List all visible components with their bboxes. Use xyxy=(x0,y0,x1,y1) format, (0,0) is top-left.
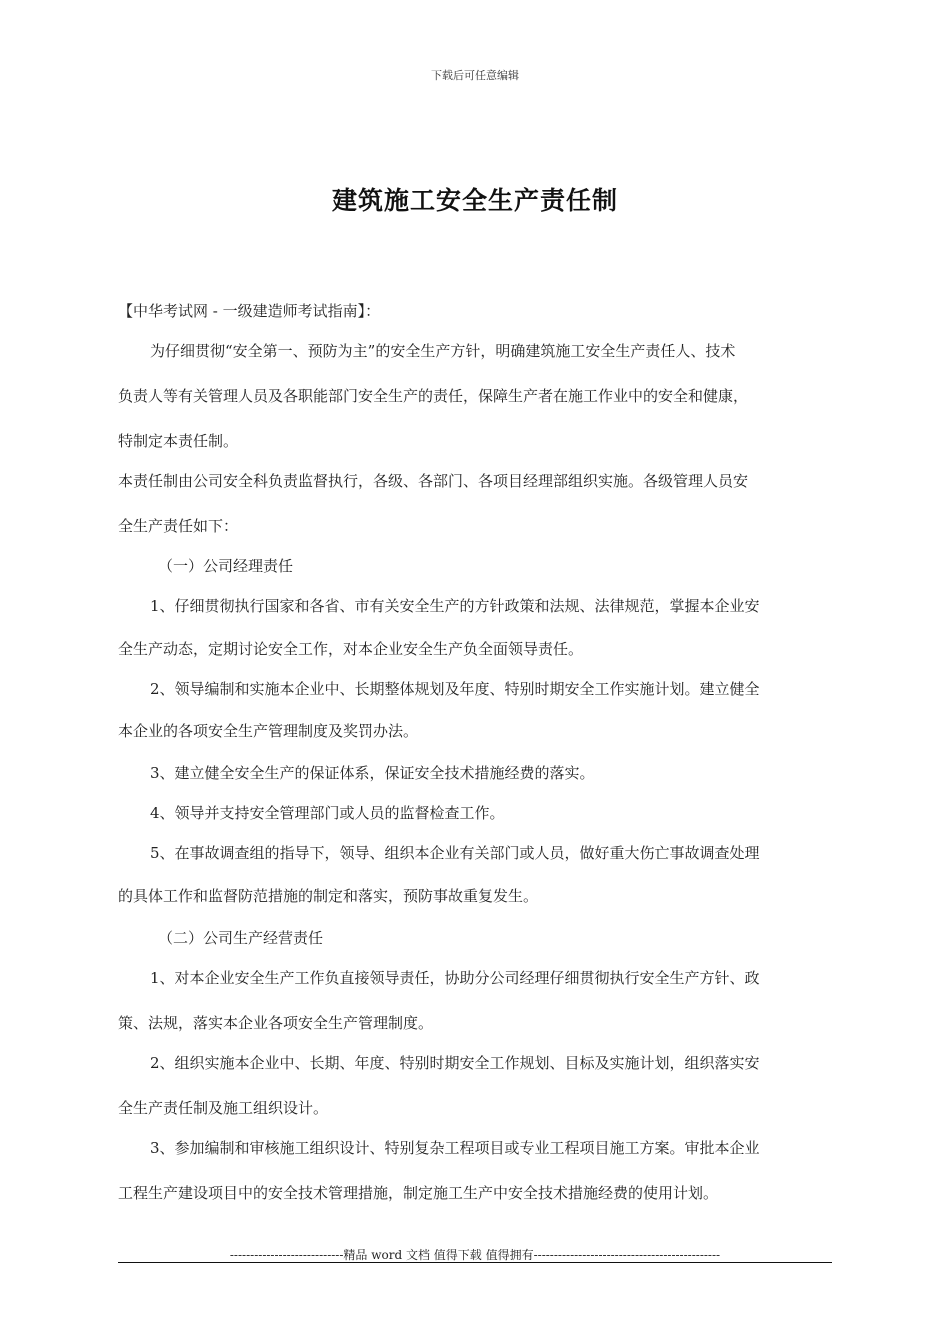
paragraph-line: 本企业的各项安全生产管理制度及奖罚办法。 xyxy=(118,722,419,740)
paragraph-line: 2、领导编制和实施本企业中、长期整体规划及年度、特别时期安全工作实施计划。建立健全 xyxy=(150,680,760,698)
paragraph-line: 1、对本企业安全生产工作负直接领导责任，协助分公司经理仔细贯彻执行安全生产方针、政 xyxy=(150,969,760,987)
paragraph-line: 3、参加编制和审核施工组织设计、特别复杂工程项目或专业工程项目施工方案。审批本企业 xyxy=(150,1139,760,1157)
footer-rule xyxy=(118,1262,832,1263)
source-line: 【中华考试网 - 一级建造师考试指南】： xyxy=(118,302,381,320)
paragraph-line: 策、法规，落实本企业各项安全生产管理制度。 xyxy=(118,1014,434,1032)
paragraph-line: 全生产责任如下： xyxy=(118,517,239,535)
paragraph-line: 工程生产建设项目中的安全技术管理措施，制定施工生产中安全技术措施经费的使用计划。 xyxy=(118,1184,719,1202)
header-note: 下载后可任意编辑 xyxy=(431,69,519,82)
paragraph-line: 2、组织实施本企业中、长期、年度、特别时期安全工作规划、目标及实施计划，组织落实安 xyxy=(150,1054,760,1072)
paragraph-line: 1、仔细贯彻执行国家和各省、市有关安全生产的方针政策和法规、法律规范，掌握本企业安 xyxy=(150,597,760,615)
paragraph-line: 为仔细贯彻“安全第一、预防为主”的安全生产方针，明确建筑施工安全生产责任人、技术 xyxy=(150,342,736,360)
paragraph-line: 本责任制由公司安全科负责监督执行，各级、各部门、各项目经理部组织实施。各级管理人员安 xyxy=(118,472,749,490)
paragraph-line: 负责人等有关管理人员及各职能部门安全生产的责任，保障生产者在施工作业中的安全和健康， xyxy=(118,387,749,405)
paragraph-line: 特制定本责任制。 xyxy=(118,432,239,450)
paragraph-line: 4、领导并支持安全管理部门或人员的监督检查工作。 xyxy=(150,804,505,822)
section-heading: （二）公司生产经营责任 xyxy=(158,929,324,947)
paragraph-line: 3、建立健全安全生产的保证体系，保证安全技术措施经费的落实。 xyxy=(150,764,595,782)
paragraph-line: 全生产动态，定期讨论安全工作，对本企业安全生产负全面领导责任。 xyxy=(118,640,584,658)
paragraph-line: 的具体工作和监督防范措施的制定和落实，预防事故重复发生。 xyxy=(118,887,539,905)
footer-text: ----------------------------精品 word 文档 值得下载 值得拥有---------------------------------------------- xyxy=(229,1248,721,1262)
paragraph-line: 全生产责任制及施工组织设计。 xyxy=(118,1099,329,1117)
document-title: 建筑施工安全生产责任制 xyxy=(331,186,618,215)
section-heading: （一）公司经理责任 xyxy=(158,557,294,575)
paragraph-line: 5、在事故调查组的指导下，领导、组织本企业有关部门或人员，做好重大伤亡事故调查处理 xyxy=(150,844,760,862)
